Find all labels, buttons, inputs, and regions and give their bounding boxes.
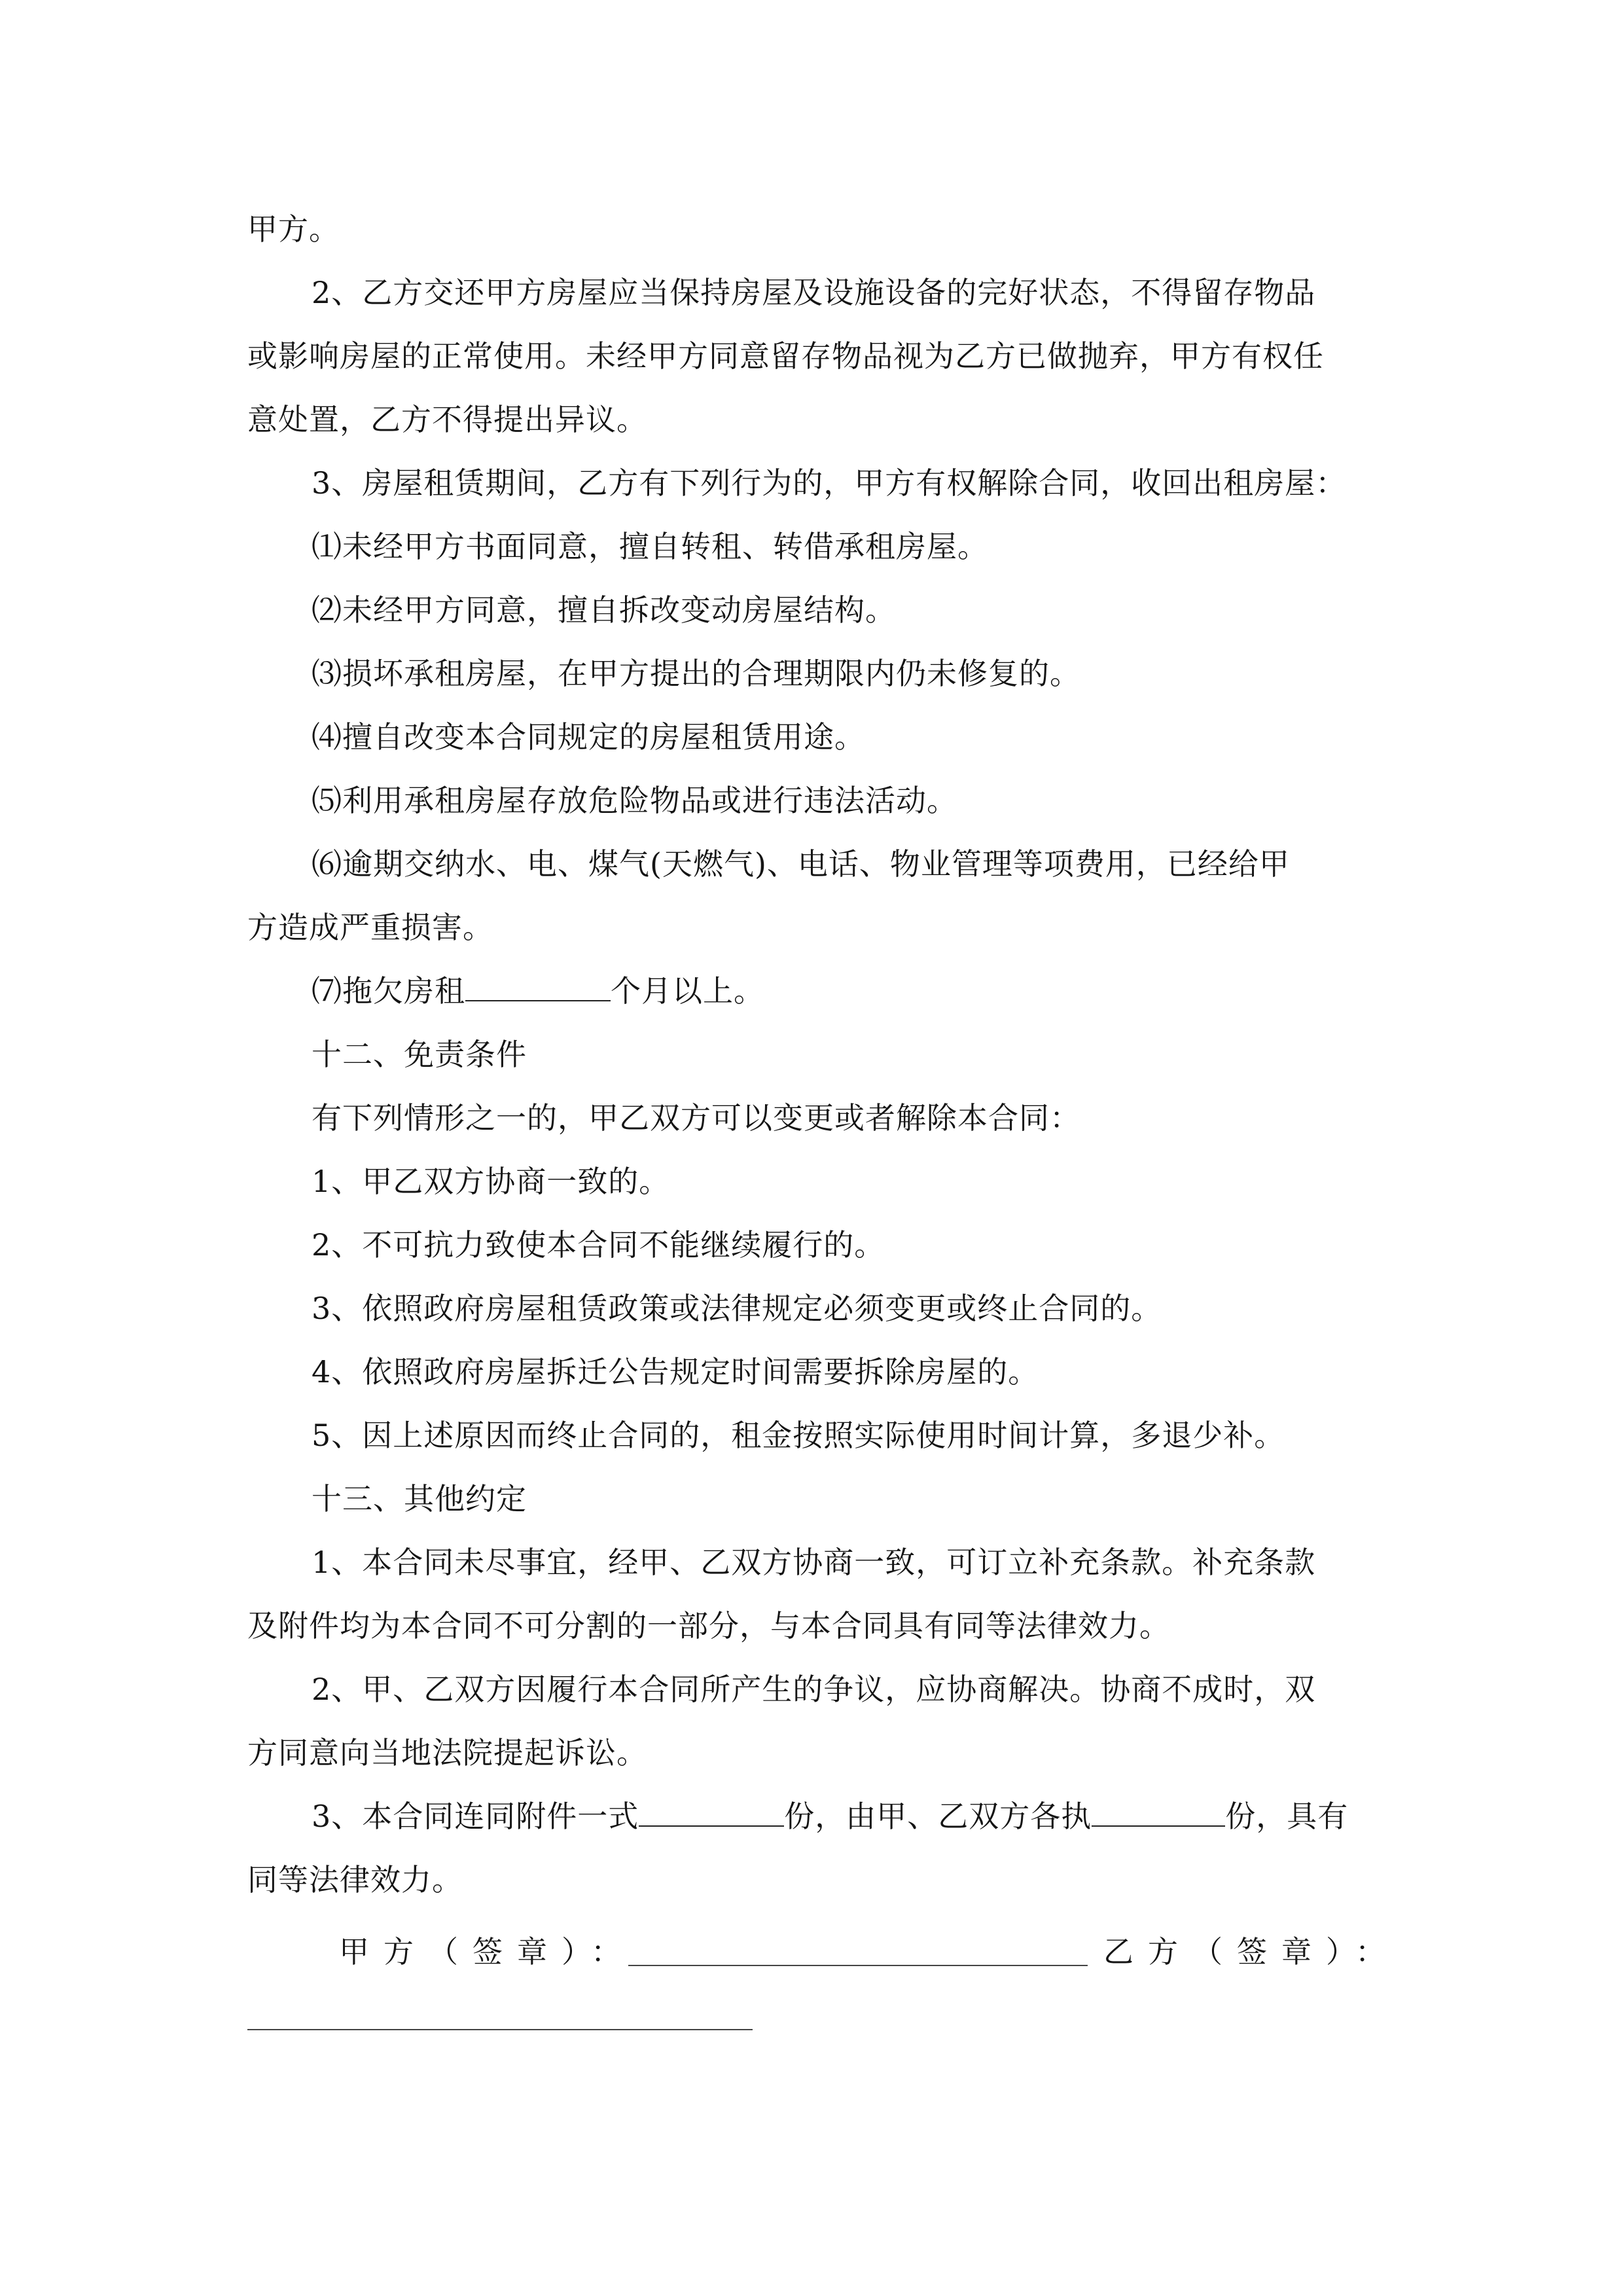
party-a-signature-line [628, 1965, 1088, 1966]
arrears-prefix: ⑺拖欠房租 [312, 973, 465, 1009]
party-b-signature-line [247, 2029, 753, 2030]
text-line: 2、不可抗力致使本合同不能继续履行的。 [312, 1227, 885, 1263]
text-line: 2、甲、乙双方因履行本合同所产生的争议，应协商解决。协商不成时，双 [312, 1672, 1316, 1707]
text-line: 有下列情形之一的，甲乙双方可以变更或者解除本合同： [312, 1100, 1080, 1136]
party-b-signature-label: 乙方（签章）： [1103, 1934, 1400, 1969]
text-line: ⑸利用承租房屋存放危险物品或进行违法活动。 [312, 783, 957, 818]
text-line: 甲方。 [247, 211, 340, 247]
section-heading: 十二、免责条件 [312, 1037, 527, 1072]
text-line: 或影响房屋的正常使用。未经甲方同意留存物品视为乙方已做抛弃，甲方有权任 [247, 338, 1324, 374]
text-line: ⑵未经甲方同意，擅自拆改变动房屋结构。 [312, 592, 896, 628]
section-heading: 十三、其他约定 [312, 1481, 527, 1516]
text-line: 3、依照政府房屋租赁政策或法律规定必须变更或终止合同的。 [312, 1291, 1162, 1326]
months-blank [465, 973, 611, 1001]
text-line: 1、本合同未尽事宜，经甲、乙双方协商一致，可订立补充条款。补充条款 [312, 1545, 1316, 1580]
text-line: 同等法律效力。 [247, 1862, 463, 1897]
each-party-copies-blank [1092, 1798, 1225, 1827]
party-a-signature-label: 甲方（签章）： [339, 1934, 635, 1969]
text-line: 4、依照政府房屋拆迁公告规定时间需要拆除房屋的。 [312, 1354, 1039, 1390]
text-line: ⑴未经甲方书面同意，擅自转租、转借承租房屋。 [312, 529, 988, 564]
text-line: ⑶损坏承租房屋，在甲方提出的合理期限内仍未修复的。 [312, 656, 1080, 691]
text-line: 及附件均为本合同不可分割的一部分，与本合同具有同等法律效力。 [247, 1608, 1170, 1643]
copies-prefix: 3、本合同连同附件一式 [312, 1799, 639, 1834]
arrears-line [312, 971, 764, 1011]
text-line: 5、因上述原因而终止合同的，租金按照实际使用时间计算，多退少补。 [312, 1418, 1285, 1453]
copies-line [312, 1797, 1348, 1836]
text-line: ⑹逾期交纳水、电、煤气(天燃气)、电话、物业管理等项费用，已经给甲 [312, 846, 1290, 882]
text-line: 意处置，乙方不得提出异议。 [247, 402, 647, 437]
text-line: 3、房屋租赁期间，乙方有下列行为的，甲方有权解除合同，收回出租房屋： [312, 465, 1347, 501]
copies-middle: 份，由甲、乙双方各执 [784, 1799, 1092, 1834]
text-line: 方造成严重损害。 [247, 910, 493, 945]
text-line: 1、甲乙双方协商一致的。 [312, 1164, 670, 1199]
text-line: ⑷擅自改变本合同规定的房屋租赁用途。 [312, 719, 865, 755]
text-line: 2、乙方交还甲方房屋应当保持房屋及设施设备的完好状态，不得留存物品 [312, 275, 1316, 310]
arrears-suffix: 个月以上。 [611, 973, 764, 1009]
text-line: 方同意向当地法院提起诉讼。 [247, 1735, 647, 1770]
copies-suffix: 份，具有 [1225, 1799, 1349, 1834]
total-copies-blank [639, 1798, 784, 1827]
